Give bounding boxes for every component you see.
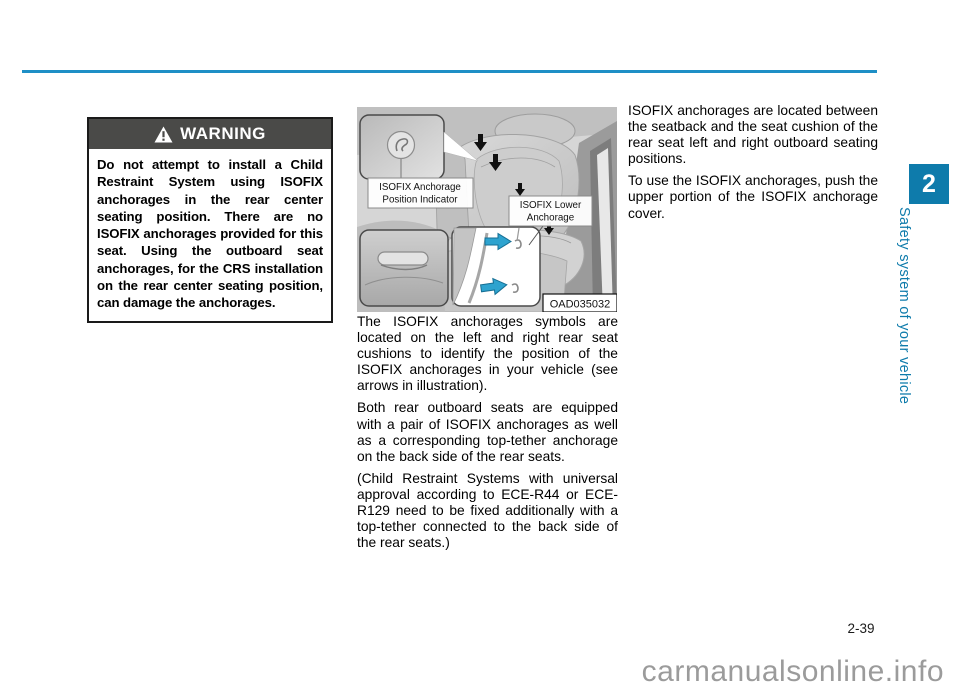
figure-code: OAD035032 — [549, 298, 611, 311]
watermark: carmanualsonline.info — [641, 655, 944, 688]
paragraph: ISOFIX anchorages are located between the seatback and the seat cushion of the rear seat left and right outboard seating positions. — [628, 103, 878, 167]
paragraph: The ISOFIX anchorages symbols are located on the left and right rear seat cushions to identify the position of the ISOFIX anchorages in your vehicle (see arrows in illustration). — [357, 314, 618, 394]
header-rule — [22, 70, 877, 73]
warning-box — [87, 117, 333, 323]
inset-lower-anchorage — [452, 227, 540, 306]
warning-title: WARNING — [180, 124, 266, 143]
chapter-number-badge: 2 — [909, 164, 949, 204]
right-column — [628, 103, 878, 228]
isofix-illustration — [357, 107, 617, 312]
label-position-indicator — [368, 178, 473, 208]
figure-code-box — [543, 294, 617, 312]
paragraph: (Child Restraint Systems with universal approval according to ECE-R44 or ECE-R129 need to be fixed additionally with a top-tether connected to the back side of the rear seats.) — [357, 470, 618, 551]
warning-header — [89, 119, 331, 149]
lever-handle — [378, 252, 428, 265]
warning-body-text: Do not attempt to install a Child Restraint System using ISOFIX anchorages in the rear center seating position. There are no ISOFIX anchorages provided for this seat. Using the outboard seat anchorages, for the CRS installation on the rear center seating position, can damage the anchorages. — [97, 157, 323, 311]
label-position-indicator-line2: Position Indicator — [382, 194, 458, 206]
label-lower-anchorage-line2: Anchorage — [526, 212, 575, 224]
paragraph: Both rear outboard seats are equipped with a pair of ISOFIX anchorages as well as a corresponding top-tether anchorage on the back side of the rear seats. — [357, 400, 618, 464]
paragraph: To use the ISOFIX anchorages, push the upper portion of the ISOFIX anchorage cover. — [628, 173, 878, 221]
middle-column — [357, 314, 618, 557]
chapter-title-vertical: Safety system of your vehicle — [896, 207, 912, 405]
label-position-indicator-line1: ISOFIX Anchorage — [379, 182, 461, 193]
warning-triangle-icon — [154, 126, 173, 143]
isofix-illustration-svg — [357, 107, 617, 312]
indicator-button — [388, 132, 415, 159]
label-lower-anchorage-line1: ISOFIX Lower — [519, 200, 582, 211]
page-number: 2-39 — [847, 621, 875, 636]
inset-seat-lever — [360, 230, 448, 306]
